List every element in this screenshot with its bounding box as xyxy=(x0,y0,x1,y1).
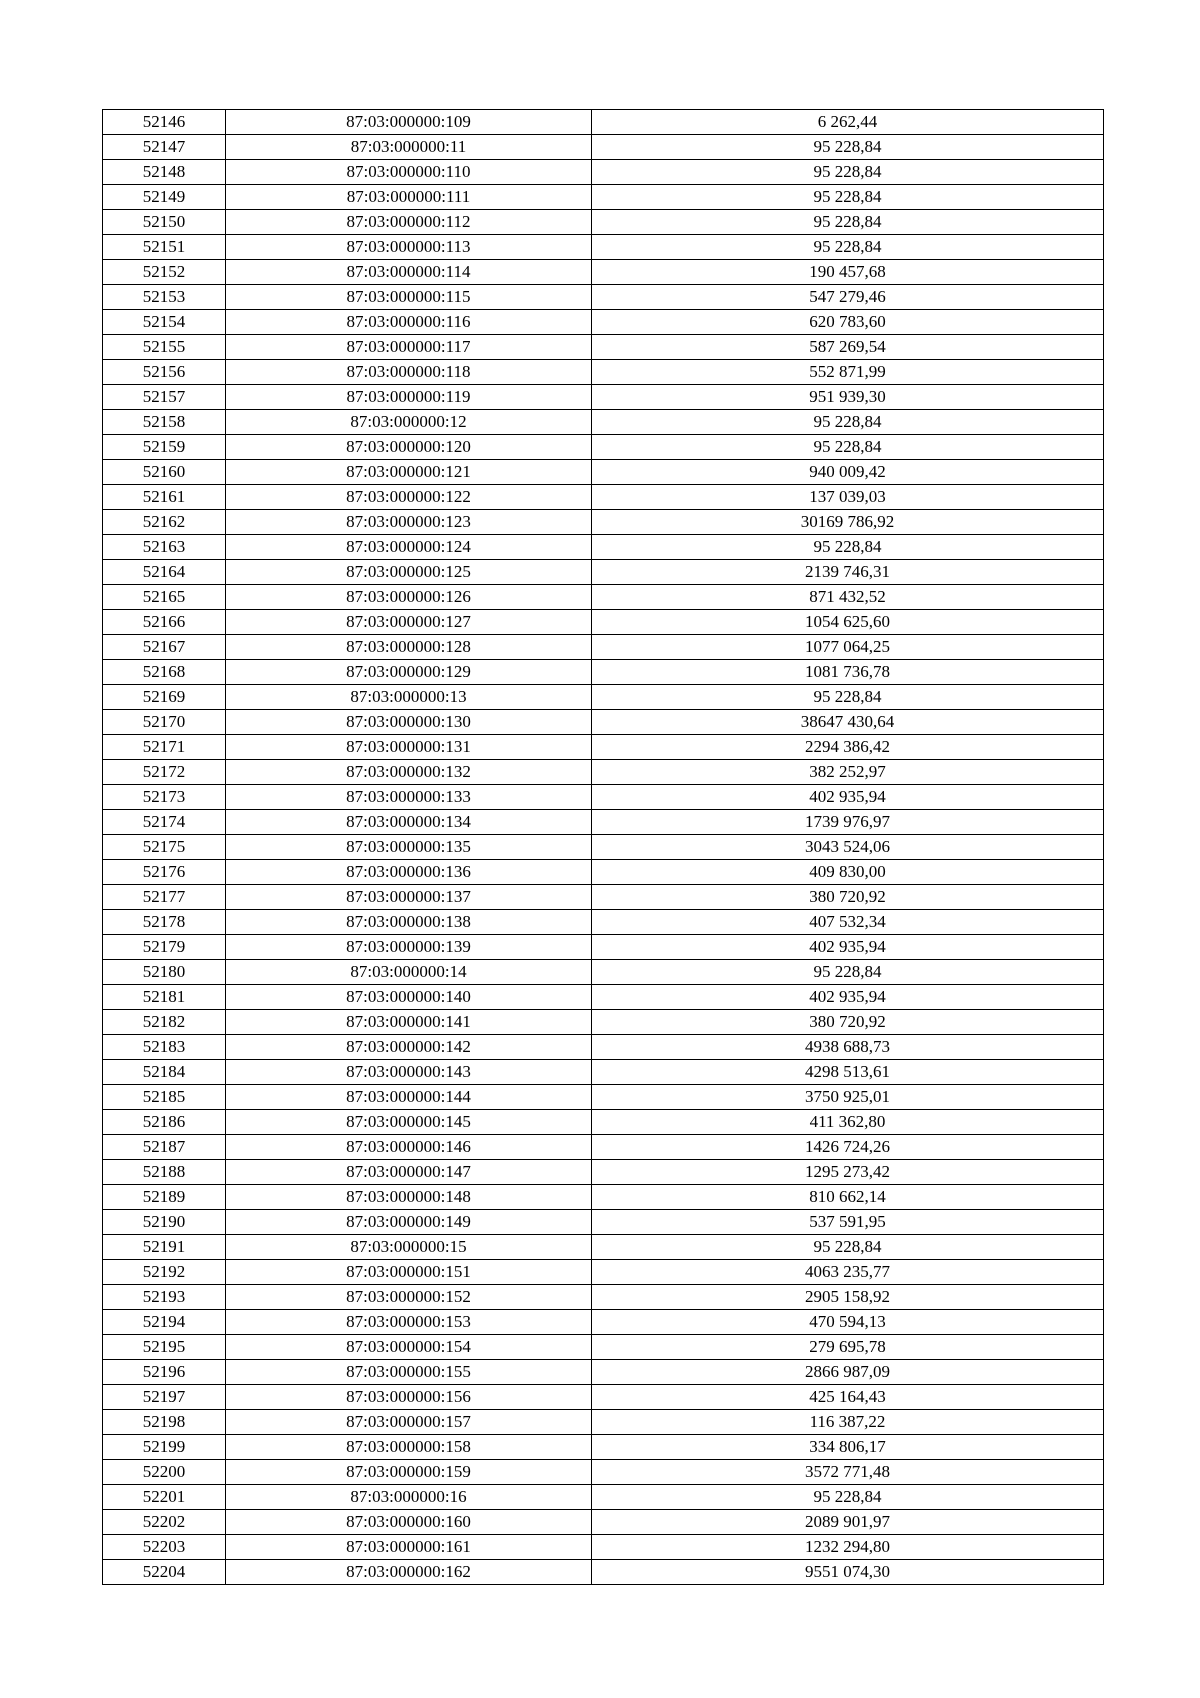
value-cell: 871 432,52 xyxy=(592,585,1104,610)
row-number-cell: 52157 xyxy=(103,385,226,410)
row-number-cell: 52195 xyxy=(103,1335,226,1360)
cadastral-number-cell: 87:03:000000:130 xyxy=(226,710,592,735)
cadastral-number-cell: 87:03:000000:152 xyxy=(226,1285,592,1310)
value-cell: 1081 736,78 xyxy=(592,660,1104,685)
cadastral-number-cell: 87:03:000000:121 xyxy=(226,460,592,485)
table-row xyxy=(103,260,1104,285)
table-row xyxy=(103,560,1104,585)
cadastral-number-cell: 87:03:000000:14 xyxy=(226,960,592,985)
row-number-cell: 52180 xyxy=(103,960,226,985)
row-number-cell: 52186 xyxy=(103,1110,226,1135)
cadastral-number-cell: 87:03:000000:131 xyxy=(226,735,592,760)
cadastral-number-cell: 87:03:000000:111 xyxy=(226,185,592,210)
row-number-cell: 52167 xyxy=(103,635,226,660)
table-row xyxy=(103,1135,1104,1160)
value-cell: 1077 064,25 xyxy=(592,635,1104,660)
table-row xyxy=(103,1235,1104,1260)
cadastral-number-cell: 87:03:000000:139 xyxy=(226,935,592,960)
cadastral-number-cell: 87:03:000000:15 xyxy=(226,1235,592,1260)
value-cell: 409 830,00 xyxy=(592,860,1104,885)
table-row xyxy=(103,1310,1104,1335)
cadastral-number-cell: 87:03:000000:147 xyxy=(226,1160,592,1185)
value-cell: 95 228,84 xyxy=(592,685,1104,710)
row-number-cell: 52150 xyxy=(103,210,226,235)
cadastral-number-cell: 87:03:000000:140 xyxy=(226,985,592,1010)
row-number-cell: 52181 xyxy=(103,985,226,1010)
row-number-cell: 52178 xyxy=(103,910,226,935)
table-row xyxy=(103,360,1104,385)
value-cell: 3043 524,06 xyxy=(592,835,1104,860)
cadastral-number-cell: 87:03:000000:146 xyxy=(226,1135,592,1160)
row-number-cell: 52194 xyxy=(103,1310,226,1335)
row-number-cell: 52191 xyxy=(103,1235,226,1260)
row-number-cell: 52166 xyxy=(103,610,226,635)
table-row xyxy=(103,285,1104,310)
value-cell: 402 935,94 xyxy=(592,985,1104,1010)
cadastral-number-cell: 87:03:000000:119 xyxy=(226,385,592,410)
cadastral-number-cell: 87:03:000000:118 xyxy=(226,360,592,385)
row-number-cell: 52156 xyxy=(103,360,226,385)
cadastral-number-cell: 87:03:000000:122 xyxy=(226,485,592,510)
row-number-cell: 52190 xyxy=(103,1210,226,1235)
table-row xyxy=(103,1385,1104,1410)
cadastral-number-cell: 87:03:000000:112 xyxy=(226,210,592,235)
cadastral-number-cell: 87:03:000000:161 xyxy=(226,1535,592,1560)
cadastral-number-cell: 87:03:000000:126 xyxy=(226,585,592,610)
cadastral-number-cell: 87:03:000000:127 xyxy=(226,610,592,635)
table-row xyxy=(103,235,1104,260)
table-row xyxy=(103,685,1104,710)
value-cell: 95 228,84 xyxy=(592,535,1104,560)
cadastral-number-cell: 87:03:000000:116 xyxy=(226,310,592,335)
cadastral-number-cell: 87:03:000000:128 xyxy=(226,635,592,660)
value-cell: 411 362,80 xyxy=(592,1110,1104,1135)
value-cell: 279 695,78 xyxy=(592,1335,1104,1360)
cadastral-number-cell: 87:03:000000:134 xyxy=(226,810,592,835)
value-cell: 620 783,60 xyxy=(592,310,1104,335)
table-row xyxy=(103,1360,1104,1385)
table-row xyxy=(103,860,1104,885)
table-row xyxy=(103,1160,1104,1185)
table-row xyxy=(103,960,1104,985)
table-row xyxy=(103,985,1104,1010)
cadastral-number-cell: 87:03:000000:132 xyxy=(226,760,592,785)
row-number-cell: 52200 xyxy=(103,1460,226,1485)
cadastral-number-cell: 87:03:000000:143 xyxy=(226,1060,592,1085)
data-table xyxy=(102,109,1104,1585)
table-body xyxy=(103,110,1104,1585)
row-number-cell: 52155 xyxy=(103,335,226,360)
table-row xyxy=(103,1335,1104,1360)
cadastral-number-cell: 87:03:000000:110 xyxy=(226,160,592,185)
value-cell: 30169 786,92 xyxy=(592,510,1104,535)
row-number-cell: 52162 xyxy=(103,510,226,535)
row-number-cell: 52153 xyxy=(103,285,226,310)
table-row xyxy=(103,1535,1104,1560)
value-cell: 380 720,92 xyxy=(592,885,1104,910)
value-cell: 810 662,14 xyxy=(592,1185,1104,1210)
cadastral-number-cell: 87:03:000000:158 xyxy=(226,1435,592,1460)
table-row xyxy=(103,1435,1104,1460)
table-row xyxy=(103,385,1104,410)
table-row xyxy=(103,110,1104,135)
row-number-cell: 52192 xyxy=(103,1260,226,1285)
value-cell: 1295 273,42 xyxy=(592,1160,1104,1185)
table-row xyxy=(103,835,1104,860)
value-cell: 951 939,30 xyxy=(592,385,1104,410)
value-cell: 190 457,68 xyxy=(592,260,1104,285)
value-cell: 2139 746,31 xyxy=(592,560,1104,585)
row-number-cell: 52185 xyxy=(103,1085,226,1110)
cadastral-number-cell: 87:03:000000:136 xyxy=(226,860,592,885)
value-cell: 9551 074,30 xyxy=(592,1560,1104,1585)
table-row xyxy=(103,160,1104,185)
row-number-cell: 52199 xyxy=(103,1435,226,1460)
row-number-cell: 52146 xyxy=(103,110,226,135)
cadastral-number-cell: 87:03:000000:159 xyxy=(226,1460,592,1485)
table-row xyxy=(103,1185,1104,1210)
value-cell: 95 228,84 xyxy=(592,160,1104,185)
table-row xyxy=(103,1510,1104,1535)
table-row xyxy=(103,1485,1104,1510)
value-cell: 1232 294,80 xyxy=(592,1535,1104,1560)
table-row xyxy=(103,585,1104,610)
table-row xyxy=(103,435,1104,460)
value-cell: 334 806,17 xyxy=(592,1435,1104,1460)
cadastral-number-cell: 87:03:000000:120 xyxy=(226,435,592,460)
cadastral-number-cell: 87:03:000000:144 xyxy=(226,1085,592,1110)
row-number-cell: 52147 xyxy=(103,135,226,160)
row-number-cell: 52179 xyxy=(103,935,226,960)
cadastral-number-cell: 87:03:000000:154 xyxy=(226,1335,592,1360)
cadastral-number-cell: 87:03:000000:11 xyxy=(226,135,592,160)
value-cell: 116 387,22 xyxy=(592,1410,1104,1435)
table-row xyxy=(103,935,1104,960)
cadastral-number-cell: 87:03:000000:109 xyxy=(226,110,592,135)
cadastral-number-cell: 87:03:000000:137 xyxy=(226,885,592,910)
cadastral-number-cell: 87:03:000000:114 xyxy=(226,260,592,285)
value-cell: 547 279,46 xyxy=(592,285,1104,310)
cadastral-number-cell: 87:03:000000:12 xyxy=(226,410,592,435)
cadastral-number-cell: 87:03:000000:162 xyxy=(226,1560,592,1585)
value-cell: 587 269,54 xyxy=(592,335,1104,360)
value-cell: 2905 158,92 xyxy=(592,1285,1104,1310)
value-cell: 3572 771,48 xyxy=(592,1460,1104,1485)
table-row xyxy=(103,610,1104,635)
row-number-cell: 52171 xyxy=(103,735,226,760)
row-number-cell: 52183 xyxy=(103,1035,226,1060)
value-cell: 2866 987,09 xyxy=(592,1360,1104,1385)
row-number-cell: 52202 xyxy=(103,1510,226,1535)
cadastral-number-cell: 87:03:000000:16 xyxy=(226,1485,592,1510)
cadastral-number-cell: 87:03:000000:145 xyxy=(226,1110,592,1135)
row-number-cell: 52149 xyxy=(103,185,226,210)
value-cell: 95 228,84 xyxy=(592,210,1104,235)
value-cell: 95 228,84 xyxy=(592,435,1104,460)
table-row xyxy=(103,485,1104,510)
table-row xyxy=(103,135,1104,160)
row-number-cell: 52148 xyxy=(103,160,226,185)
value-cell: 137 039,03 xyxy=(592,485,1104,510)
row-number-cell: 52196 xyxy=(103,1360,226,1385)
value-cell: 1054 625,60 xyxy=(592,610,1104,635)
value-cell: 470 594,13 xyxy=(592,1310,1104,1335)
table-row xyxy=(103,910,1104,935)
row-number-cell: 52175 xyxy=(103,835,226,860)
value-cell: 95 228,84 xyxy=(592,185,1104,210)
row-number-cell: 52160 xyxy=(103,460,226,485)
table-row xyxy=(103,1560,1104,1585)
value-cell: 425 164,43 xyxy=(592,1385,1104,1410)
row-number-cell: 52189 xyxy=(103,1185,226,1210)
value-cell: 4938 688,73 xyxy=(592,1035,1104,1060)
table-row xyxy=(103,1460,1104,1485)
value-cell: 6 262,44 xyxy=(592,110,1104,135)
row-number-cell: 52172 xyxy=(103,760,226,785)
row-number-cell: 52187 xyxy=(103,1135,226,1160)
value-cell: 4063 235,77 xyxy=(592,1260,1104,1285)
value-cell: 4298 513,61 xyxy=(592,1060,1104,1085)
row-number-cell: 52151 xyxy=(103,235,226,260)
table-row xyxy=(103,1110,1104,1135)
row-number-cell: 52184 xyxy=(103,1060,226,1085)
table-row xyxy=(103,185,1104,210)
row-number-cell: 52197 xyxy=(103,1385,226,1410)
row-number-cell: 52173 xyxy=(103,785,226,810)
table-row xyxy=(103,1260,1104,1285)
value-cell: 95 228,84 xyxy=(592,135,1104,160)
cadastral-number-cell: 87:03:000000:156 xyxy=(226,1385,592,1410)
cadastral-number-cell: 87:03:000000:153 xyxy=(226,1310,592,1335)
row-number-cell: 52203 xyxy=(103,1535,226,1560)
row-number-cell: 52176 xyxy=(103,860,226,885)
cadastral-number-cell: 87:03:000000:157 xyxy=(226,1410,592,1435)
value-cell: 940 009,42 xyxy=(592,460,1104,485)
cadastral-number-cell: 87:03:000000:135 xyxy=(226,835,592,860)
row-number-cell: 52174 xyxy=(103,810,226,835)
row-number-cell: 52188 xyxy=(103,1160,226,1185)
value-cell: 38647 430,64 xyxy=(592,710,1104,735)
value-cell: 537 591,95 xyxy=(592,1210,1104,1235)
row-number-cell: 52154 xyxy=(103,310,226,335)
value-cell: 1426 724,26 xyxy=(592,1135,1104,1160)
cadastral-number-cell: 87:03:000000:142 xyxy=(226,1035,592,1060)
row-number-cell: 52168 xyxy=(103,660,226,685)
value-cell: 95 228,84 xyxy=(592,1235,1104,1260)
cadastral-number-cell: 87:03:000000:125 xyxy=(226,560,592,585)
cadastral-number-cell: 87:03:000000:113 xyxy=(226,235,592,260)
table-row xyxy=(103,785,1104,810)
row-number-cell: 52201 xyxy=(103,1485,226,1510)
value-cell: 552 871,99 xyxy=(592,360,1104,385)
row-number-cell: 52164 xyxy=(103,560,226,585)
value-cell: 407 532,34 xyxy=(592,910,1104,935)
cadastral-number-cell: 87:03:000000:149 xyxy=(226,1210,592,1235)
cadastral-number-cell: 87:03:000000:138 xyxy=(226,910,592,935)
row-number-cell: 52165 xyxy=(103,585,226,610)
table-row xyxy=(103,635,1104,660)
cadastral-number-cell: 87:03:000000:123 xyxy=(226,510,592,535)
table-row xyxy=(103,535,1104,560)
cadastral-number-cell: 87:03:000000:148 xyxy=(226,1185,592,1210)
row-number-cell: 52193 xyxy=(103,1285,226,1310)
value-cell: 2294 386,42 xyxy=(592,735,1104,760)
value-cell: 382 252,97 xyxy=(592,760,1104,785)
row-number-cell: 52158 xyxy=(103,410,226,435)
row-number-cell: 52204 xyxy=(103,1560,226,1585)
cadastral-number-cell: 87:03:000000:13 xyxy=(226,685,592,710)
table-row xyxy=(103,460,1104,485)
value-cell: 2089 901,97 xyxy=(592,1510,1104,1535)
value-cell: 95 228,84 xyxy=(592,960,1104,985)
value-cell: 402 935,94 xyxy=(592,785,1104,810)
value-cell: 95 228,84 xyxy=(592,1485,1104,1510)
row-number-cell: 52161 xyxy=(103,485,226,510)
table-row xyxy=(103,1060,1104,1085)
table-row xyxy=(103,1410,1104,1435)
cadastral-number-cell: 87:03:000000:151 xyxy=(226,1260,592,1285)
value-cell: 380 720,92 xyxy=(592,1010,1104,1035)
table-row xyxy=(103,510,1104,535)
table-row xyxy=(103,1210,1104,1235)
row-number-cell: 52163 xyxy=(103,535,226,560)
row-number-cell: 52182 xyxy=(103,1010,226,1035)
value-cell: 95 228,84 xyxy=(592,410,1104,435)
table-row xyxy=(103,710,1104,735)
table-row xyxy=(103,310,1104,335)
table-row xyxy=(103,1010,1104,1035)
row-number-cell: 52177 xyxy=(103,885,226,910)
table-row xyxy=(103,810,1104,835)
row-number-cell: 52198 xyxy=(103,1410,226,1435)
cadastral-number-cell: 87:03:000000:124 xyxy=(226,535,592,560)
value-cell: 1739 976,97 xyxy=(592,810,1104,835)
table-row xyxy=(103,735,1104,760)
table-row xyxy=(103,335,1104,360)
table-row xyxy=(103,210,1104,235)
cadastral-number-cell: 87:03:000000:133 xyxy=(226,785,592,810)
row-number-cell: 52152 xyxy=(103,260,226,285)
table-row xyxy=(103,660,1104,685)
cadastral-number-cell: 87:03:000000:141 xyxy=(226,1010,592,1035)
row-number-cell: 52170 xyxy=(103,710,226,735)
cadastral-number-cell: 87:03:000000:160 xyxy=(226,1510,592,1535)
cadastral-number-cell: 87:03:000000:129 xyxy=(226,660,592,685)
cadastral-number-cell: 87:03:000000:115 xyxy=(226,285,592,310)
table-row xyxy=(103,760,1104,785)
table-row xyxy=(103,1035,1104,1060)
table-row xyxy=(103,1285,1104,1310)
value-cell: 402 935,94 xyxy=(592,935,1104,960)
table-row xyxy=(103,410,1104,435)
cadastral-number-cell: 87:03:000000:155 xyxy=(226,1360,592,1385)
table-row xyxy=(103,885,1104,910)
value-cell: 3750 925,01 xyxy=(592,1085,1104,1110)
row-number-cell: 52159 xyxy=(103,435,226,460)
cadastral-number-cell: 87:03:000000:117 xyxy=(226,335,592,360)
row-number-cell: 52169 xyxy=(103,685,226,710)
value-cell: 95 228,84 xyxy=(592,235,1104,260)
table-row xyxy=(103,1085,1104,1110)
